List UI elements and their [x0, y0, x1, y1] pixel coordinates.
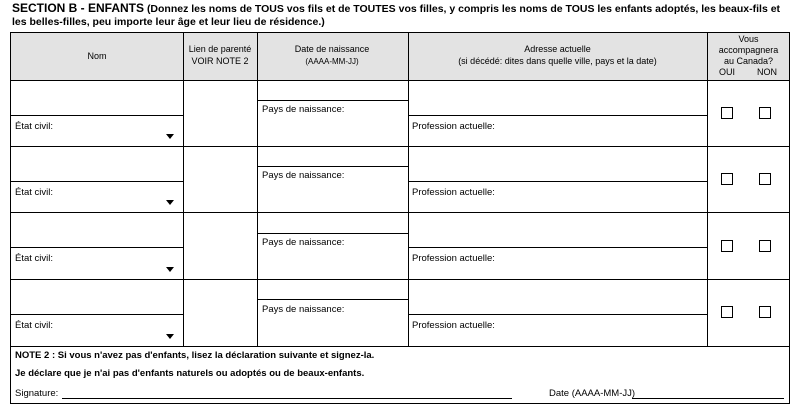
etat-civil-label: État civil: [15, 187, 54, 198]
note-2: NOTE 2 : Si vous n'avez pas d'enfants, lisez la déclaration suivante et signez-la. [15, 350, 375, 361]
profession-input[interactable] [500, 118, 704, 142]
col-header-accomp-1: Vous [738, 34, 759, 44]
col-header-non: NON [757, 67, 777, 77]
col-header-nom: Nom [87, 51, 107, 61]
row-divider [11, 346, 789, 347]
nom-input[interactable] [14, 150, 180, 178]
non-checkbox[interactable] [759, 240, 771, 252]
etat-civil-label: État civil: [15, 121, 54, 132]
adresse-divider [408, 181, 707, 182]
lien-input[interactable] [186, 283, 254, 342]
profession-input[interactable] [500, 250, 704, 275]
adresse-divider [408, 115, 707, 116]
lien-input[interactable] [186, 84, 254, 142]
col-header-date-2: (AAAA-MM-JJ) [305, 57, 359, 66]
row-divider [11, 146, 789, 147]
date-signature-line [632, 398, 784, 399]
dropdown-arrow-icon[interactable] [166, 267, 174, 272]
dropdown-arrow-icon[interactable] [166, 200, 174, 205]
non-checkbox[interactable] [759, 107, 771, 119]
date-naissance-input[interactable] [260, 148, 405, 164]
etat-civil-label: État civil: [15, 253, 54, 264]
row-divider [11, 80, 789, 81]
section-header [12, 2, 792, 29]
lien-input[interactable] [186, 150, 254, 208]
pays-naissance-input[interactable] [260, 182, 405, 209]
pays-naissance-input[interactable] [260, 249, 405, 276]
row-divider [11, 279, 789, 280]
oui-checkbox[interactable] [721, 173, 733, 185]
col-header-lien-2: VOIR NOTE 2 [191, 56, 249, 66]
oui-checkbox[interactable] [721, 306, 733, 318]
nom-divider [11, 115, 183, 116]
pays-naissance-label: Pays de naissance: [262, 104, 345, 115]
adresse-divider [408, 314, 707, 315]
date-divider [257, 166, 408, 167]
col-header-accomp-2: accompagnera [718, 45, 779, 55]
nom-divider [11, 181, 183, 182]
etat-civil-label: État civil: [15, 320, 54, 331]
nom-input[interactable] [14, 283, 180, 311]
signature-label: Signature: [15, 388, 59, 399]
pays-naissance-label: Pays de naissance: [262, 304, 345, 315]
nom-input[interactable] [14, 84, 180, 112]
date-divider [257, 299, 408, 300]
signature-line [62, 398, 512, 399]
etat-civil-select[interactable] [14, 250, 180, 276]
non-checkbox[interactable] [759, 173, 771, 185]
signature-input[interactable] [62, 384, 512, 398]
section-title: SECTION B - ENFANTS [12, 1, 145, 15]
nom-input[interactable] [14, 216, 180, 244]
profession-input[interactable] [500, 184, 704, 208]
dropdown-arrow-icon[interactable] [166, 334, 174, 339]
non-checkbox[interactable] [759, 306, 771, 318]
date-naissance-input[interactable] [260, 214, 405, 231]
etat-civil-select[interactable] [14, 317, 180, 343]
declaration-text: Je déclare que je n'ai pas d'enfants naturels ou adoptés ou de beaux-enfants. [15, 368, 365, 379]
adresse-input[interactable] [411, 83, 704, 112]
pays-naissance-input[interactable] [260, 316, 405, 343]
col-header-adresse-1: Adresse actuelle [524, 44, 591, 54]
nom-divider [11, 247, 183, 248]
col-header-date-1: Date de naissance [294, 44, 370, 54]
col-header-adresse-2: (si décédé: dites dans quelle ville, pays et la date) [458, 56, 657, 66]
nom-divider [11, 314, 183, 315]
etat-civil-select[interactable] [14, 184, 180, 210]
profession-input[interactable] [500, 317, 704, 342]
adresse-input[interactable] [411, 149, 704, 178]
oui-checkbox[interactable] [721, 107, 733, 119]
dropdown-arrow-icon[interactable] [166, 134, 174, 139]
col-header-lien-1: Lien de parenté [188, 44, 252, 54]
date-signature-input[interactable] [632, 384, 784, 398]
date-naissance-input[interactable] [260, 281, 405, 297]
pays-naissance-label: Pays de naissance: [262, 170, 345, 181]
profession-label: Profession actuelle: [412, 187, 495, 198]
pays-naissance-input[interactable] [260, 116, 405, 143]
adresse-input[interactable] [411, 215, 704, 244]
profession-label: Profession actuelle: [412, 121, 495, 132]
etat-civil-select[interactable] [14, 118, 180, 144]
date-signature-label: Date (AAAA-MM-JJ) [549, 388, 636, 399]
col-header-accomp-3: au Canada? [723, 56, 774, 66]
row-divider [11, 212, 789, 213]
profession-label: Profession actuelle: [412, 320, 495, 331]
date-divider [257, 233, 408, 234]
adresse-input[interactable] [411, 282, 704, 311]
profession-label: Profession actuelle: [412, 253, 495, 264]
lien-input[interactable] [186, 216, 254, 275]
col-header-oui: OUI [718, 67, 735, 77]
adresse-divider [408, 247, 707, 248]
date-divider [257, 100, 408, 101]
section-instructions: (Donnez les noms de TOUS vos fils et de TOUTES vos filles, y compris les noms de TOUS les enfants adoptés, les beaux-fils et les belles-filles, peu importe leur âge et leur lieu de résidence.) [12, 3, 781, 28]
oui-checkbox[interactable] [721, 240, 733, 252]
pays-naissance-label: Pays de naissance: [262, 237, 345, 248]
date-naissance-input[interactable] [260, 82, 405, 98]
